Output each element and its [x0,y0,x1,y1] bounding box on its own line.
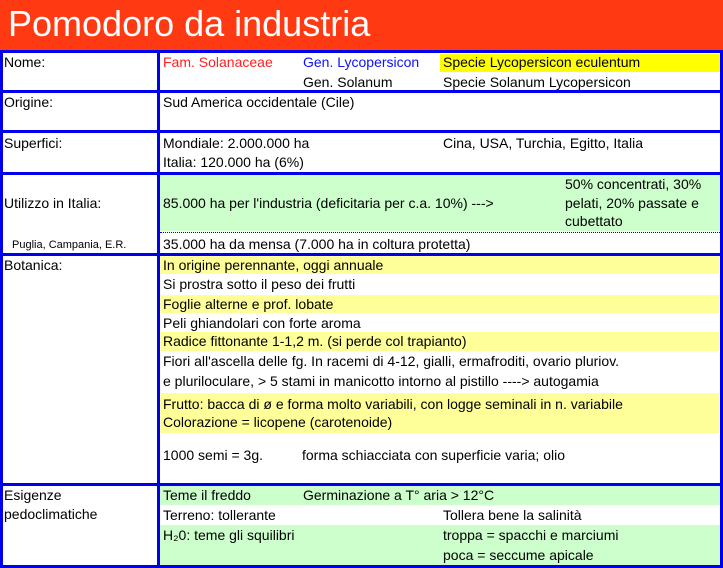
utilizzo-label: Utilizzo in Italia: [4,195,102,211]
grid-line-vertical [0,50,3,568]
superficie-italia: Italia: 120.000 ha (6%) [163,154,304,170]
botanica-semi: 1000 semi = 3g. [163,447,264,463]
famiglia: Fam. Solanaceae [163,54,273,70]
genere-1: Gen. Lycopersicon [303,54,420,70]
botanica-line: Frutto: bacca di ø e forma molto variabili, con logge seminali in n. variabile [163,396,623,412]
esigenze-acqua: H₂0: teme gli squilibri [163,527,295,543]
botanica-line: Foglie alterne e prof. lobate [163,296,334,312]
esigenze-label-2: pedoclimatiche [4,506,98,522]
esigenze-troppa: troppa = spacchi e marciumi [443,527,619,543]
botanica-label: Botanica: [4,257,63,273]
grid-line-dotted [160,232,720,233]
esigenze-poca: poca = seccume apicale [443,547,594,563]
botanica-line: e pluriloculare, > 5 stami in manicotto intorno al pistillo ----> autogamia [163,373,599,389]
origine-value: Sud America occidentale (Cile) [163,94,355,110]
utilizzo-industria: 85.000 ha per l'industria (deficitaria per c.a. 10%) ---> [163,195,494,211]
grid-line-vertical [157,50,160,568]
nome-label: Nome: [4,54,46,70]
specie-2: Specie Solanum Lycopersicon [443,74,631,90]
specie-1: Specie Lycopersicon eculentum [443,54,641,70]
botanica-line: Radice fittonante 1-1,2 m. (si perde col trapianto) [163,333,467,349]
grid-line [0,130,723,133]
esigenze-freddo: Teme il freddo [163,487,251,503]
botanica-line: Fiori all'ascella delle fg. In racemi di 4-12, gialli, ermafroditi, ovario pluriov. [163,353,620,369]
origine-label: Origine: [4,94,54,110]
superfici-label: Superfici: [4,135,63,151]
utilizzo-regioni: Puglia, Campania, E.R. [12,239,127,251]
utilizzo-mensa: 35.000 ha da mensa (7.000 ha in coltura protetta) [163,236,471,252]
botanica-semi-forma: forma schiacciata con superficie varia; olio [302,447,566,463]
esigenze-salinita: Tollera bene la salinità [443,507,582,523]
page-title: Pomodoro da industria [8,3,371,44]
esigenze-terreno: Terreno: tollerante [163,507,276,523]
superfici-paesi: Cina, USA, Turchia, Egitto, Italia [443,135,643,151]
utilizzo-destinazione-3: cubettato [565,213,623,229]
botanica-line: In origine perennante, oggi annuale [163,257,384,273]
botanica-line: Colorazione = licopene (carotenoide) [163,414,393,430]
esigenze-germinazione: Germinazione a T° aria > 12°C [303,487,495,503]
botanica-line: Peli ghiandolari con forte aroma [163,315,361,331]
esigenze-label-1: Esigenze [4,487,62,503]
superficie-mondiale: Mondiale: 2.000.000 ha [163,135,310,151]
utilizzo-destinazione-2: pelati, 20% passate e [565,195,699,211]
botanica-line: Si prostra sotto il peso dei frutti [163,276,356,292]
genere-2: Gen. Solanum [303,74,393,90]
utilizzo-destinazione-1: 50% concentrati, 30% [565,176,702,192]
